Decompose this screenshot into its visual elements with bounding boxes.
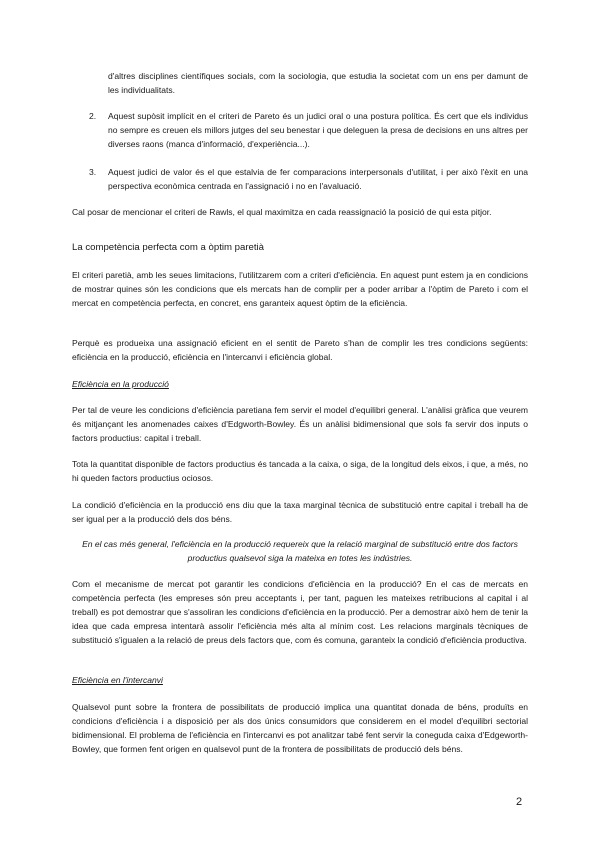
section-heading: La competència perfecta com a òptim paretià	[72, 242, 264, 253]
paragraph-per-tal: Per tal de veure les condicions d'eficiència paretiana fem servir el model d'equilibri general. L'anàlisi gràfica que veurem és mitjançant les anomenades caixes d'Edgworth-Bowley. És un anàlisi bidimensional que sols fa servir dos inputs o factors productius: capital i treball.	[72, 405, 528, 444]
paragraph-qualsevol: Qualsevol punt sobre la frontera de possibilitats de producció implica una quantitat donada de béns, produïts en condicions d'eficiència i a disposició per als dos únics consumidors que considerem en el model d'equilibri sectorial bidimensional. El problema de l'eficiència en l'intercanvi es pot analitzar tabé fent servir la coneguda caixa d'Edgeworth-Bowley, que formen fent origen en qualsevol punt de la frontera de possibilitats de producció dels béns.	[72, 702, 528, 755]
paragraph-perque: Perquè es produeixa una assignació eficient en el sentit de Pareto s'han de complir les tres condicions següents: eficiència en la producció, eficiència en l'intercanvi i eficiència global.	[72, 338, 528, 363]
paragraph-mecanisme: Com el mecanisme de mercat pot garantir les condicions d'eficiència en la producció? En el cas de mercats en competència perfecta (les empreses són preu acceptants i, per tant, paguen les mateixes retribucions al capital i al treball) es pot demostrar que s'assoliran les condicions d'eficiència en la producció. Per a demostrar això hem de tenir la idea que cada empresa intentarà assolir l'eficiència més alta al mínim cost. Les relacions marginals tècniques de substitució s'igualen a la relació de preus dels factors que, com és comuna, garanteix la condició d'eficiència productiva.	[72, 579, 528, 646]
list-item-1-continuation: d'altres disciplines científiques socials, com la sociologia, que estudia la societat com un ens per damunt de les individualitats.	[108, 71, 528, 96]
paragraph-rawls: Cal posar de mencionar el criteri de Rawls, el qual maximitza en cada reassignació la posició de qui esta pitjor.	[72, 207, 492, 217]
list-item-3: Aquest judici de valor és el que estalvia de fer comparacions interpersonals d'utilitat, i per això l'èxit en una perspectiva econòmica centrada en l'assignació i no en l'avaluació.	[108, 167, 528, 192]
subheading-produccio: Eficiència en la producció	[72, 379, 169, 389]
italic-quote: En el cas més general, l'eficiència en la producció requereix que la relació marginal de substitució entre dos factors productius qualsevol siga la mateixa en totes les indústries.	[82, 539, 518, 564]
paragraph-condicio: La condició d'eficiència en la producció ens diu que la taxa marginal tècnica de substitució entre capital i treball ha de ser igual per a la producció dels dos béns.	[72, 500, 528, 525]
paragraph-tota: Tota la quantitat disponible de factors productius és tancada a la caixa, o siga, de la longitud dels eixos, i que, a més, no hi queden factors productius ociosos.	[72, 459, 528, 484]
page-number: 2	[516, 796, 523, 808]
paragraph-criteri: El criteri paretià, amb les seues limitacions, l'utilitzarem com a criteri d'eficiència. En aquest punt estem ja en condicions de mostrar quines són les condicions que els mercats han de complir per a poder arribar a l'òptim de Pareto i com el mercat en competència perfecta, en concret, ens garanteix aquest òptim de la eficiència.	[72, 270, 528, 309]
list-item-2: Aquest supòsit implícit en el criteri de Pareto és un judici oral o una postura política. És cert que els individus no sempre es creuen els millors jutges del seu benestar i que deleguen la presa de decisions en uns altres per diverses raons (manca d'informació, d'experiència...).	[108, 111, 528, 150]
list-number-3: 3.	[89, 167, 97, 177]
list-number-2: 2.	[89, 111, 97, 121]
subheading-intercanvi: Eficiència en l'intercanvi	[72, 675, 163, 685]
